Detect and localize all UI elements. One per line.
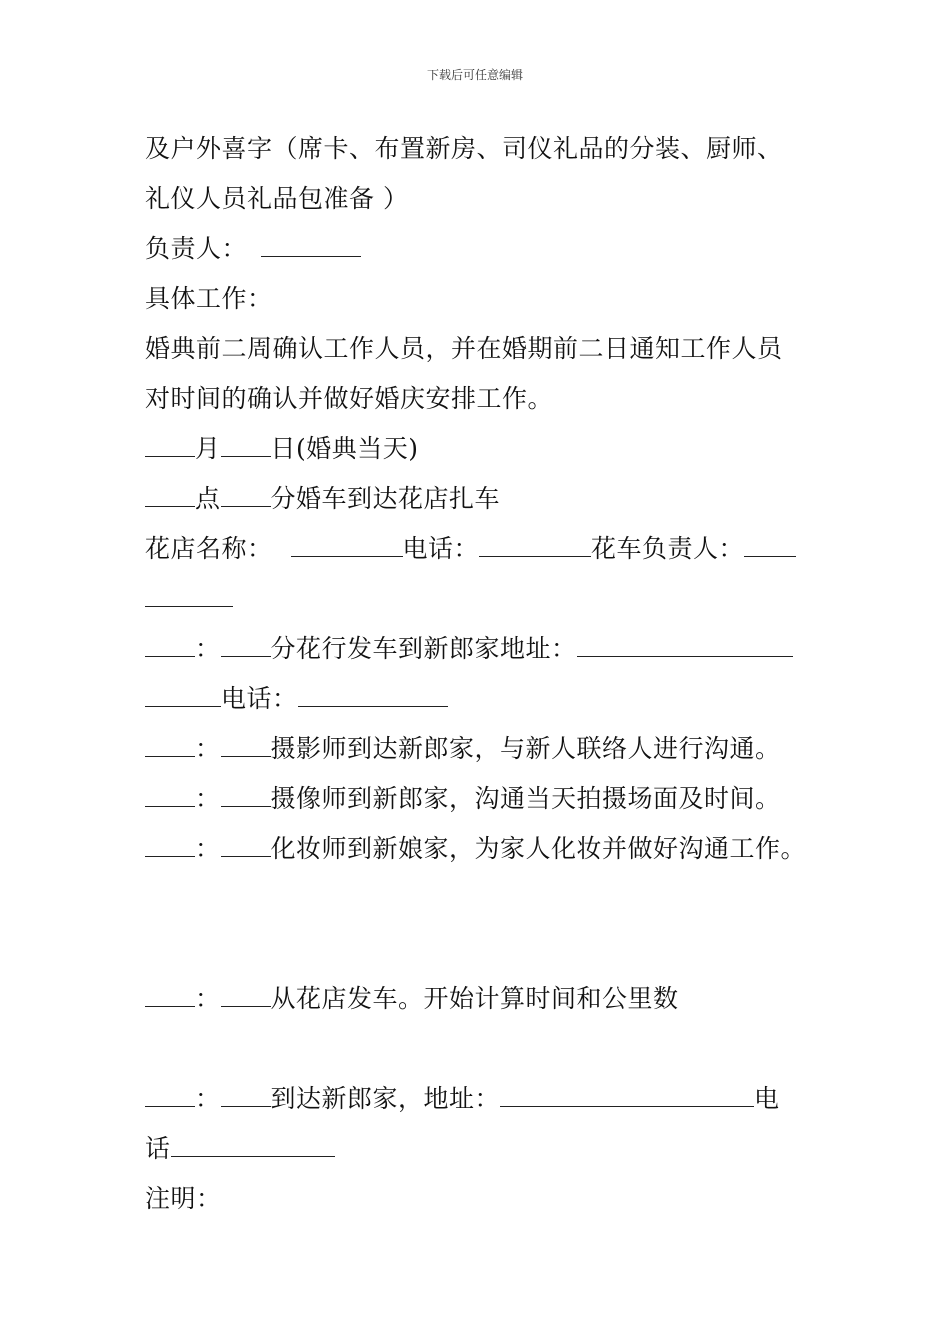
groom-address-label: 分花行发车到新郎家地址： — [270, 634, 577, 663]
colon: ： — [195, 784, 221, 813]
blank-field — [261, 234, 361, 257]
blank-field — [145, 434, 195, 457]
blank-field — [171, 1134, 335, 1157]
month-label: 月 — [195, 434, 221, 463]
arrive-groom-phone-line — [145, 1134, 335, 1164]
blank-field — [145, 634, 195, 657]
blank-field — [145, 684, 221, 707]
blank-field — [744, 534, 796, 557]
blank-field — [221, 984, 271, 1007]
blank-field — [221, 434, 271, 457]
blank-field — [145, 1084, 195, 1107]
florist-departure-text: 从花店发车。开始计算时间和公里数 — [270, 984, 679, 1013]
responsible-person-label: 负责人： — [145, 234, 248, 263]
text-line-gift-prep: 礼仪人员礼品包准备 ） — [145, 184, 409, 213]
blank-field — [221, 634, 271, 657]
photographer-text: 摄影师到达新郎家，与新人联络人进行沟通。 — [270, 734, 781, 763]
car-decoration-line — [145, 484, 500, 514]
videographer-line — [145, 784, 781, 814]
florist-phone-label: 电话： — [402, 534, 480, 563]
blank-field — [298, 684, 448, 707]
notes-label: 注明： — [145, 1184, 222, 1213]
arrive-groom-text: 到达新郎家，地址： — [270, 1084, 501, 1113]
colon: ： — [195, 1084, 221, 1113]
blank-field — [145, 834, 195, 857]
responsible-person-line — [145, 234, 361, 264]
photographer-line — [145, 734, 781, 764]
groom-phone-line — [145, 684, 448, 714]
blank-field — [221, 784, 271, 807]
text-line-time-confirm: 对时间的确认并做好婚庆安排工作。 — [145, 384, 554, 413]
colon: ： — [195, 734, 221, 763]
blank-field — [500, 1084, 754, 1107]
text-line-venue-items: 及户外喜字（席卡、布置新房、司仪礼品的分装、厨师、 — [145, 134, 783, 163]
blank-field — [221, 1084, 271, 1107]
colon: ： — [195, 634, 221, 663]
makeup-artist-text: 化妆师到新娘家，为家人化妆并做好沟通工作。 — [270, 834, 807, 863]
blank-field — [145, 734, 195, 757]
phone-label: 电话： — [221, 684, 298, 713]
blank-field — [221, 484, 271, 507]
blank-field — [221, 734, 271, 757]
florist-departure-line — [145, 984, 679, 1014]
phone-label-part1: 电 — [754, 1084, 780, 1113]
blank-field — [145, 584, 233, 607]
blank-field — [145, 984, 195, 1007]
colon: ： — [195, 834, 221, 863]
arrive-groom-line — [145, 1084, 780, 1114]
day-label: 日(婚典当天) — [270, 434, 419, 463]
blank-field — [577, 634, 793, 657]
videographer-text: 摄像师到新郎家，沟通当天拍摄场面及时间。 — [270, 784, 781, 813]
florist-info-continued — [145, 584, 233, 614]
florist-name-label: 花店名称： — [145, 534, 273, 563]
blank-field — [145, 484, 195, 507]
blank-field — [221, 834, 271, 857]
car-arrival-text: 分婚车到达花店扎车 — [270, 484, 501, 513]
page-header: 下载后可任意编辑 — [426, 68, 523, 82]
hour-label: 点 — [195, 484, 221, 513]
car-manager-label: 花车负责人： — [591, 534, 745, 563]
blank-field — [479, 534, 591, 557]
blank-field — [145, 784, 195, 807]
phone-label-part2: 话 — [145, 1134, 171, 1163]
section-heading-tasks: 具体工作： — [145, 284, 273, 313]
wedding-date-line — [145, 434, 419, 464]
makeup-artist-line — [145, 834, 806, 864]
florist-info-line — [145, 534, 796, 564]
departure-line — [145, 634, 793, 664]
colon: ： — [195, 984, 221, 1013]
text-line-confirm-staff: 婚典前二周确认工作人员，并在婚期前二日通知工作人员 — [145, 334, 783, 363]
blank-field — [291, 534, 403, 557]
